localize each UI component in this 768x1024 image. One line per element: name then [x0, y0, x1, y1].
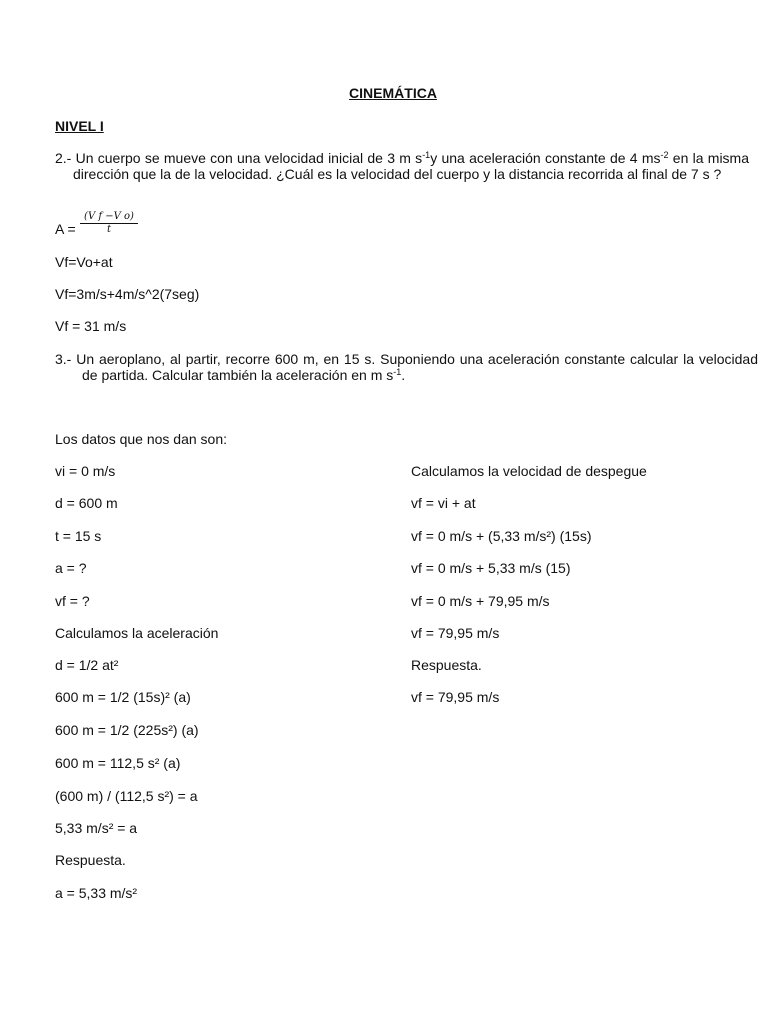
problem-2-statement: [55, 150, 749, 182]
problem-3-text-b: .: [401, 367, 406, 383]
problem-3-superscript: -1: [393, 367, 402, 377]
left-line: 600 m = 1/2 (15s)² (a): [55, 689, 191, 705]
problem-2-text-c: en la misma dirección que la de la velocidad. ¿Cuál es la velocidad del cuerpo y la distancia recorrida al final de 7 s ?: [73, 150, 750, 182]
formula-numerator: (V f −V o): [80, 211, 138, 224]
left-line: Calculamos la aceleración: [55, 625, 219, 641]
problem-2-step: Vf = 31 m/s: [55, 318, 127, 334]
left-line: a = 5,33 m/s²: [55, 885, 138, 901]
left-line: vi = 0 m/s: [55, 463, 116, 479]
right-line: Calculamos la velocidad de despegue: [411, 463, 647, 479]
problem-3-text-a: 3.- Un aeroplano, al partir, recorre 600 m, en 15 s. Suponiendo una aceleración constante calcular la velocidad de partida. Calcular también la aceleración en m s: [55, 351, 758, 383]
left-line: d = 1/2 at²: [55, 657, 119, 673]
problem-2-superscript-a: -1: [422, 150, 431, 160]
problem-2-text-a: 2.- Un cuerpo se mueve con una velocidad inicial de 3 m s: [55, 150, 423, 166]
left-line: a = ?: [55, 560, 87, 576]
right-line: vf = 79,95 m/s: [411, 625, 500, 641]
left-line: d = 600 m: [55, 495, 118, 511]
left-line: vf = ?: [55, 593, 90, 609]
left-line: t = 15 s: [55, 528, 102, 544]
right-line: vf = vi + at: [411, 495, 476, 511]
left-line: Respuesta.: [55, 852, 126, 868]
problem-2-step: Vf=3m/s+4m/s^2(7seg): [55, 286, 200, 302]
level-heading: NIVEL I: [55, 118, 104, 134]
right-line: Respuesta.: [411, 657, 482, 673]
document-title: CINEMÁTICA: [349, 85, 437, 101]
problem-3-statement: [55, 351, 758, 383]
formula-prefix: A =: [55, 221, 76, 237]
formula-denominator: t: [106, 224, 112, 235]
left-line: 600 m = 112,5 s² (a): [55, 755, 181, 771]
problem-2-step: Vf=Vo+at: [55, 254, 113, 270]
problem-2-text-b: y una aceleración constante de 4 ms: [430, 150, 661, 166]
data-intro: Los datos que nos dan son:: [55, 431, 228, 447]
right-line: vf = 0 m/s + (5,33 m/s²) (15s): [411, 528, 592, 544]
right-line: vf = 79,95 m/s: [411, 689, 500, 705]
right-line: vf = 0 m/s + 5,33 m/s (15): [411, 560, 571, 576]
right-line: vf = 0 m/s + 79,95 m/s: [411, 593, 550, 609]
left-line: 5,33 m/s² = a: [55, 820, 138, 836]
problem-2-superscript-b: -2: [660, 150, 669, 160]
left-line: (600 m) / (112,5 s²) = a: [55, 788, 198, 804]
acceleration-formula: [80, 211, 138, 235]
left-line: 600 m = 1/2 (225s²) (a): [55, 722, 199, 738]
